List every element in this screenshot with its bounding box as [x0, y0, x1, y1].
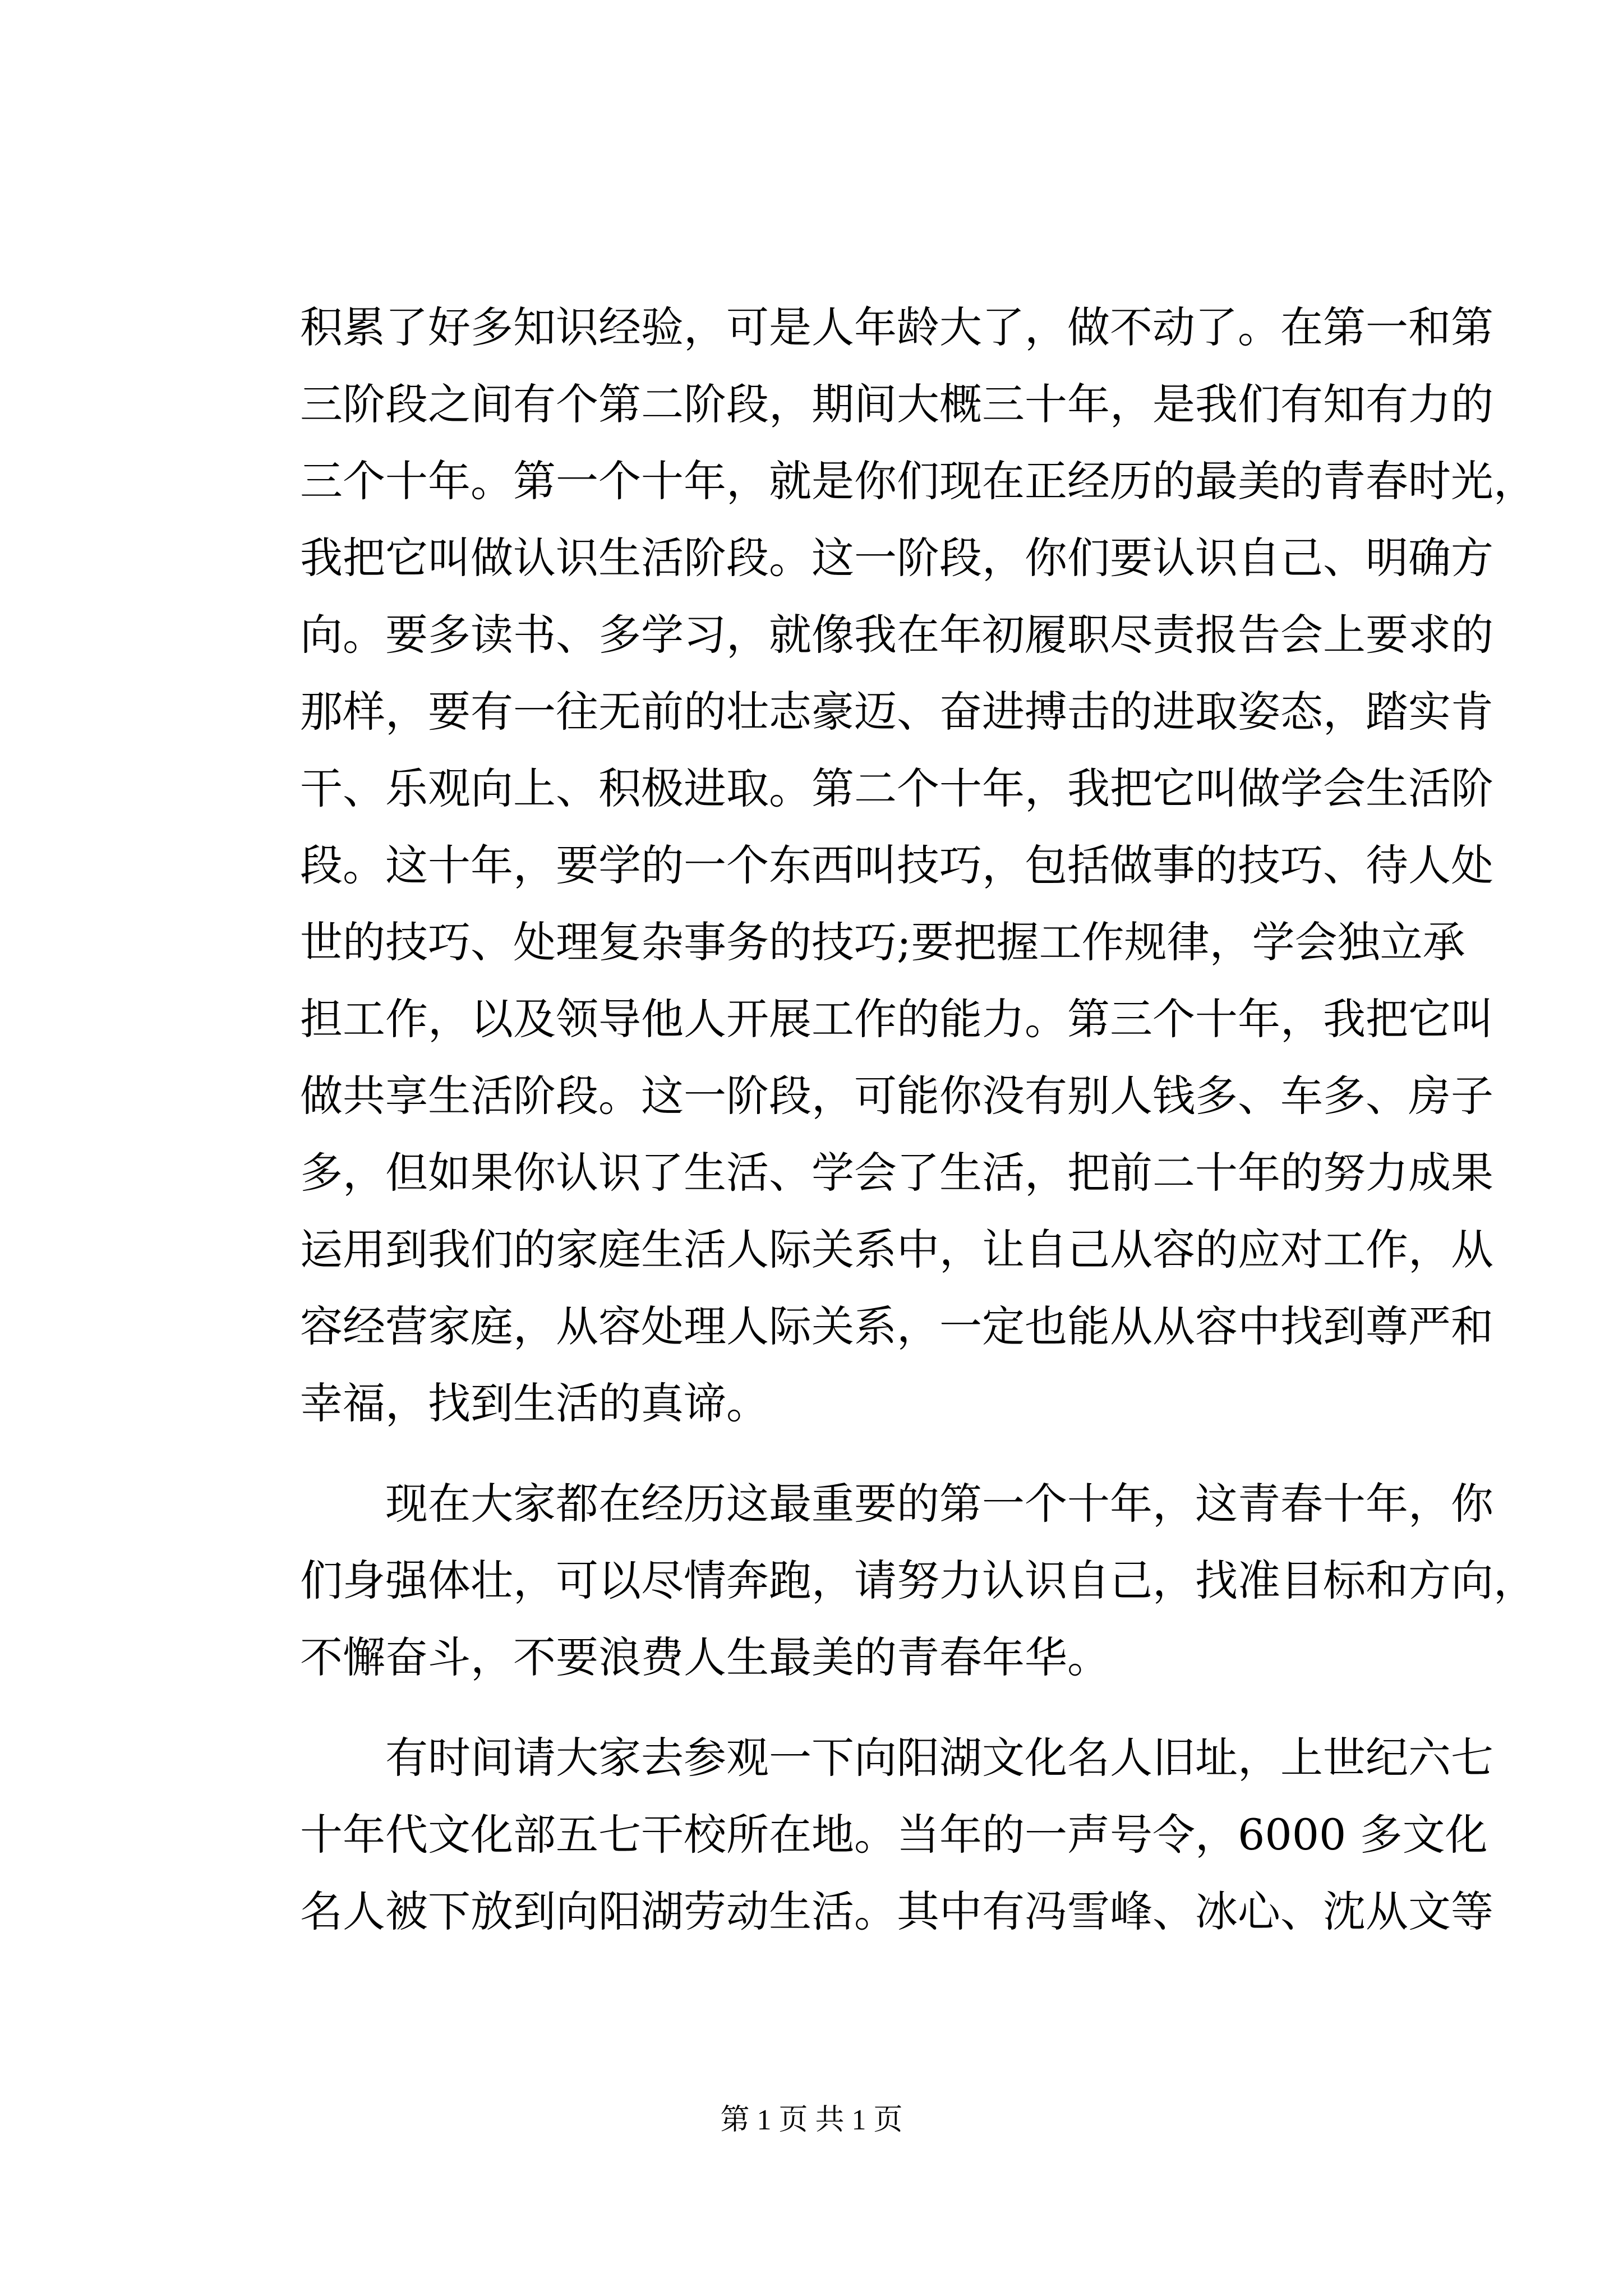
text-line: 幸福，找到生活的真谛。 — [300, 1378, 769, 1428]
paragraph — [300, 1719, 1493, 1950]
text-line: 做共享生活阶段。这一阶段，可能你没有别人钱多、车多、房子 — [300, 1071, 1493, 1121]
text-line: 世的技巧、处理复杂事务的技巧;要把握工作规律，学会独立承 — [300, 917, 1465, 967]
text-line: 运用到我们的家庭生活人际关系中，让自己从容的应对工作，从 — [300, 1225, 1493, 1274]
text-line: 积累了好多知识经验，可是人年龄大了，做不动了。在第一和第 — [300, 302, 1493, 352]
page-number-label: 第 1 页 共 1 页 — [720, 2104, 903, 2136]
paragraph — [300, 289, 1536, 1442]
text-line: 向。要多读书、多学习，就像我在年初履职尽责报告会上要求的 — [300, 610, 1493, 660]
text-line: 我把它叫做认识生活阶段。这一阶段，你们要认识自己、明确方 — [300, 533, 1493, 583]
text-line: 那样，要有一往无前的壮志豪迈、奋进搏击的进取姿态，踏实肯 — [300, 687, 1493, 737]
paragraph-spacing — [300, 1696, 1413, 1719]
text-line: 段。这十年，要学的一个东西叫技巧，包括做事的技巧、待人处 — [300, 840, 1493, 890]
text-line: 担工作，以及领导他人开展工作的能力。第三个十年，我把它叫 — [300, 994, 1493, 1044]
paragraph-spacing — [300, 1442, 1413, 1465]
text-line: 不懈奋斗，不要浪费人生最美的青春年华。 — [300, 1632, 1110, 1682]
text-line: 容经营家庭，从容处理人际关系，一定也能从从容中找到尊严和 — [300, 1301, 1493, 1351]
page-footer — [0, 2101, 1623, 2140]
paragraph — [300, 1465, 1536, 1696]
body-text — [300, 289, 1536, 1950]
text-line: 多，但如果你认识了生活、学会了生活，把前二十年的努力成果 — [300, 1148, 1493, 1198]
text-line: 名人被下放到向阳湖劳动生活。其中有冯雪峰、冰心、沈从文等 — [300, 1887, 1493, 1936]
text-line: 干、乐观向上、积极进取。第二个十年，我把它叫做学会生活阶 — [300, 763, 1493, 813]
text-line: 有时间请大家去参观一下向阳湖文化名人旧址，上世纪六七 — [300, 1733, 1493, 1783]
text-line: 现在大家都在经历这最重要的第一个十年，这青春十年，你 — [300, 1479, 1493, 1529]
text-line: 十年代文化部五七干校所在地。当年的一声号令，6000 多文化 — [300, 1810, 1488, 1860]
text-line: 三个十年。第一个十年，就是你们现在正经历的最美的青春时光， — [300, 456, 1536, 506]
text-line: 三阶段之间有个第二阶段，期间大概三十年，是我们有知有力的 — [300, 379, 1493, 429]
text-line: 们身强体壮，可以尽情奔跑，请努力认识自己，找准目标和方向， — [300, 1556, 1536, 1605]
